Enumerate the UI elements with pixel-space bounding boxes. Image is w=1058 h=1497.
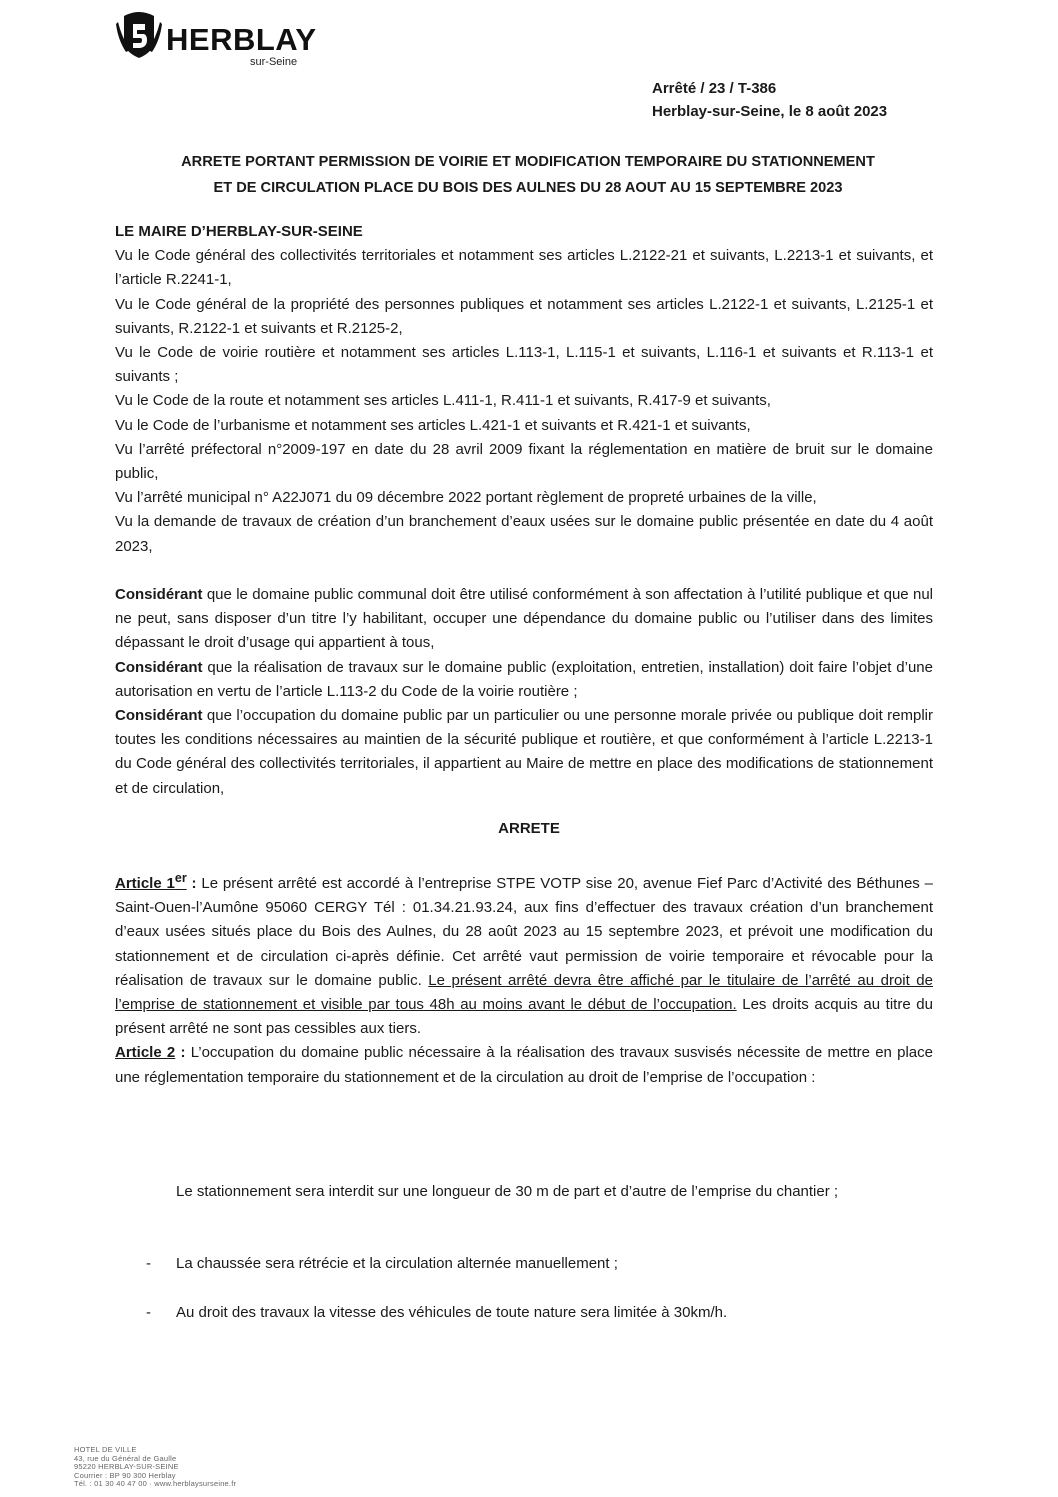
considerant-keyword: Considérant xyxy=(115,586,203,603)
considerant-text: que l’occupation du domaine public par un particulier ou une personne morale privée ou publique doit remplir toutes les conditions nécessaires au maintien de la sécurité publique et routière, et que conformément à l’article L.2213-1 du Code général des collectivités territoriales, il appartient au Maire de mettre en place des modifications de stationnement et de circulation, xyxy=(115,707,933,797)
considerant-text: que la réalisation de travaux sur le domaine public (exploitation, entretien, installation) doit faire l’objet d’une autorisation en vertu de l’article L.113-2 du Code de la voirie routière ; xyxy=(115,658,933,700)
measure-text: La chaussée sera rétrécie et la circulation alternée manuellement ; xyxy=(176,1255,618,1272)
measure-text: Le stationnement sera interdit sur une longueur de 30 m de part et d’autre de l’emprise du chantier ; xyxy=(176,1183,839,1200)
place-date: Herblay-sur-Seine, le 8 août 2023 xyxy=(652,103,888,120)
visa-item: Vu le Code de voirie routière et notamment ses articles L.113-1, L.115-1 et suivants, L.116-1 et suivants et R.113-1 et suivants ; xyxy=(115,344,933,386)
visa-item: Vu le Code de l’urbanisme et notamment ses articles L.421-1 et suivants et R.421-1 et suivants, xyxy=(115,416,751,434)
article-2-label: Article 2 xyxy=(115,1044,176,1062)
city-crest-icon xyxy=(116,10,162,60)
considerant-item xyxy=(115,704,933,801)
arrete-heading: ARRETE xyxy=(498,820,560,837)
articles-section xyxy=(115,866,933,1090)
considerant-item xyxy=(115,656,933,704)
article-2 xyxy=(115,1041,933,1089)
considerant-keyword: Considérant xyxy=(115,658,203,676)
visas-section xyxy=(115,220,933,559)
visa-item: Vu la demande de travaux de création d’un branchement d’eaux usées sur le domaine public présentée en date du 4 août 2023, xyxy=(115,513,933,555)
article-1-text: Le présent arrêté est accordé à l’entreprise STPE VOTP sise 20, avenue Fief Parc d’Activité des Béthunes – Saint-Ouen-l’Aumône 95060 CERGY Tél : 01.34.21.93.24, aux fins d’effectuer des travaux création d’un branchement d’eaux usées situés place du Bois des Aulnes, du 28 août 2023 au 15 septembre 2023, et prévoit une modification du stationnement et de circulation ci-après définie. Cet arrêté vaut permission de voirie temporaire et révocable pour la réalisation de travaux sur le domaine public. xyxy=(115,875,933,989)
measure-bullet: - xyxy=(146,1255,151,1272)
visa-item: Vu le Code de la route et notamment ses articles L.411-1, R.411-1 et suivants, R.417-9 et suivants, xyxy=(115,392,771,410)
considerant-item xyxy=(115,583,933,656)
visa-item: Vu l’arrêté préfectoral n°2009-197 en date du 28 avril 2009 fixant la réglementation en matière de bruit sur le domaine public, xyxy=(115,440,933,483)
article-1-label xyxy=(115,871,187,892)
footer-line: 43, rue du Général de Gaulle xyxy=(74,1453,177,1463)
considerant-text: que le domaine public communal doit être utilisé conformément à son affectation à l’utilité publique et que nul ne peut, sans disposer d’un titre l’y habilitant, occuper une dépendance du domaine public ou l’utiliser dans des limites dépassant le droit d’usage qui appartient à tous, xyxy=(115,586,933,652)
mayor-heading: LE MAIRE D’HERBLAY-SUR-SEINE xyxy=(115,223,363,240)
footer-line: Courrier : BP 90 300 Herblay xyxy=(74,1470,176,1480)
measure-text: Au droit des travaux la vitesse des véhicules de toute nature sera limitée à 30km/h. xyxy=(176,1304,728,1321)
logo-name: HERBLAY xyxy=(166,22,317,57)
footer-address xyxy=(74,1446,394,1489)
considerant-keyword: Considérant xyxy=(115,707,203,725)
visa-item: Vu le Code général de la propriété des personnes publiques et notamment ses articles L.2122-1 et suivants, L.2125-1 et suivants, R.2122-1 et suivants et R.2125-2, xyxy=(115,295,933,337)
article-1-underlined-text: Le présent arrêté devra être affiché par le titulaire de l’arrêté au droit de l’emprise de stationnement et visible par tous 48h au moins avant le début de l’occupation. xyxy=(115,971,933,1014)
article-1-label-text: Article 1 xyxy=(115,875,175,892)
measure-bullet: - xyxy=(146,1304,151,1321)
considerants-section xyxy=(115,583,933,801)
decree-reference: Arrêté / 23 / T-386 xyxy=(652,80,777,97)
article-2-separator: : xyxy=(175,1044,191,1062)
logo-subtitle: sur-Seine xyxy=(250,56,298,68)
article-2-text: L’occupation du domaine public nécessaire à la réalisation des travaux susvisés nécessite de mettre en place une réglementation temporaire du stationnement et de la circulation au droit de l’emprise de l’occupation : xyxy=(115,1044,933,1086)
article-1 xyxy=(115,866,933,1041)
visa-item: Vu le Code général des collectivités territoriales et notamment ses articles L.2122-21 et suivants, L.2213-1 et suivants, et l’article R.2241-1, xyxy=(115,247,933,289)
decree-title-line: ARRETE PORTANT PERMISSION DE VOIRIE ET MODIFICATION TEMPORAIRE DU STATIONNEMENT xyxy=(181,154,875,170)
article-1-sup: er xyxy=(174,871,187,885)
decree-title-line: ET DE CIRCULATION PLACE DU BOIS DES AULNES DU 28 AOUT AU 15 SEPTEMBRE 2023 xyxy=(213,180,843,196)
visa-item: Vu l’arrêté municipal n° A22J071 du 09 décembre 2022 portant règlement de propreté urbaines de la ville, xyxy=(115,489,817,507)
article-1-separator: : xyxy=(186,875,202,892)
article-1-text-end: Les droits acquis au titre du présent arrêté ne sont pas cessibles aux tiers. xyxy=(115,996,933,1038)
footer-line: HOTEL DE VILLE xyxy=(74,1445,137,1454)
footer-line: Tél. : 01 30 40 47 00 · www.herblaysurseine.fr xyxy=(74,1479,237,1488)
footer-line: 95220 HERBLAY-SUR-SEINE xyxy=(74,1462,179,1471)
decree-title xyxy=(110,149,946,201)
city-logo xyxy=(116,10,326,70)
